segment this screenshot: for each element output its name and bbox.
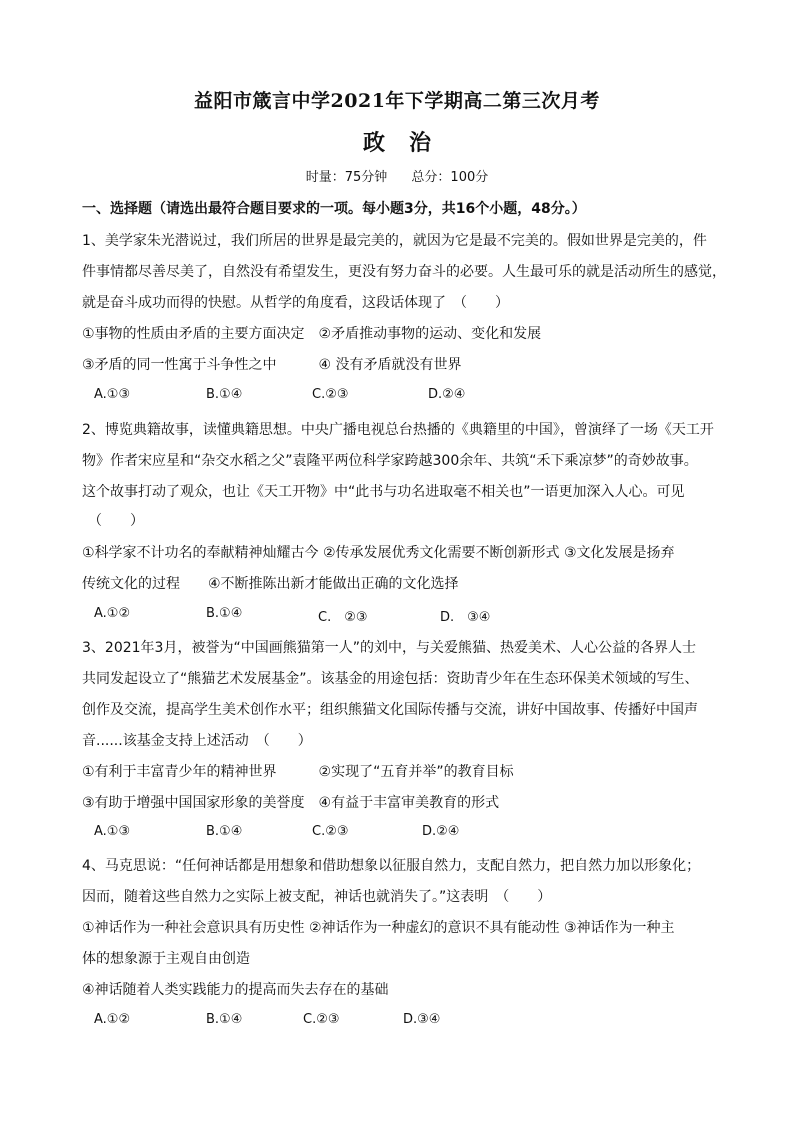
exam-title: 益阳市箴言中学2021年下学期高二第三次月考: [194, 90, 600, 112]
time-limit: 时量：75分钟: [305, 170, 388, 185]
question-2-line-4: （ ）: [88, 513, 144, 529]
question-2-line-2: 物》作者宋应星和“杂交水稻之父”袁隆平两位科学家跨越300余年、共筑“禾下乘凉梦”的奇妙故事。: [82, 453, 698, 469]
section-heading: 一、选择题（请选出最符合题目要求的一项。每小题3分，共16个小题，48分。）: [82, 201, 586, 217]
question-2-option-d: D. ③④: [440, 610, 491, 625]
question-2-line-1: 2、博览典籍故事，读懂典籍思想。中央广播电视总台热播的《典籍里的中国》，曾演绎了一场《天工开: [82, 422, 714, 438]
question-2-statement-1: ①科学家不计功名的奉献精神灿耀古今 ②传承发展优秀文化需要不断创新形式 ③文化发展是扬弃: [82, 545, 675, 561]
question-2-option-a: A.①②: [94, 606, 131, 621]
subject-title: 政治: [362, 130, 455, 156]
question-1-line-3: 就是奋斗成功而得的快慰。从哲学的角度看，这段话体现了 （ ）: [82, 295, 509, 311]
question-3-line-2: 共同发起设立了“熊猫艺术发展基金”。该基金的用途包括：资助青少年在生态环保美术领域的写生、: [82, 671, 699, 687]
question-1-option-a: A.①③: [94, 387, 131, 402]
question-3-line-3: 创作及交流，提高学生美术创作水平；组织熊猫文化国际传播与交流，讲好中国故事、传播好中国声: [82, 702, 698, 718]
question-3-option-d: D.②④: [422, 824, 460, 839]
question-2-option-b: B.①④: [206, 606, 243, 621]
question-4-option-c: C.②③: [303, 1012, 340, 1027]
exam-meta: [0, 166, 794, 185]
question-4-option-b: B.①④: [206, 1012, 243, 1027]
question-1-statement-1: ①事物的性质由矛盾的主要方面决定 ②矛盾推动事物的运动、变化和发展: [82, 326, 542, 342]
question-3-option-b: B.①④: [206, 824, 243, 839]
question-2-line-3: 这个故事打动了观众，也让《天工开物》中“此书与功名进取毫不相关也”一语更加深入人心。可见: [82, 484, 685, 500]
question-3-line-1: 3、2021年3月，被誉为“中国画熊猫第一人”的刘中，与关爱熊猫、热爱美术、人心公益的各界人士: [82, 640, 696, 656]
question-1-line-2: 件事情都尽善尽美了，自然没有希望发生，更没有努力奋斗的必要。人生最可乐的就是活动所生的感觉，: [82, 264, 726, 280]
question-2-option-c: C. ②③: [318, 610, 368, 625]
question-2-statement-2: 传统文化的过程 ④不断推陈出新才能做出正确的文化选择: [82, 576, 459, 592]
question-4-statement-2: 体的想象源于主观自由创造: [82, 951, 250, 967]
question-3-statement-1: ①有利于丰富青少年的精神世界 ②实现了“五育并举”的教育目标: [82, 764, 514, 780]
question-1-line-1: 1、美学家朱光潜说过，我们所居的世界是最完美的，就因为它是最不完美的。假如世界是完美的，件: [82, 233, 707, 249]
question-1-option-b: B.①④: [206, 387, 243, 402]
question-4-option-a: A.①②: [94, 1012, 131, 1027]
question-1-statement-2: ③矛盾的同一性寓于斗争性之中 ④ 没有矛盾就没有世界: [82, 357, 462, 373]
question-4-line-2: 因而，随着这些自然力之实际上被支配，神话也就消失了。”这表明 （ ）: [82, 889, 552, 905]
question-3-statement-2: ③有助于增强中国国家形象的美誉度 ④有益于丰富审美教育的形式: [82, 795, 500, 811]
question-3-option-a: A.①③: [94, 824, 131, 839]
question-4-statement-3: ④神话随着人类实践能力的提高而失去存在的基础: [82, 982, 389, 998]
total-score: 总分：100分: [411, 170, 489, 185]
question-3-line-4: 音......该基金支持上述活动 （ ）: [82, 733, 312, 749]
question-1-option-c: C.②③: [312, 387, 349, 402]
question-3-option-c: C.②③: [312, 824, 349, 839]
question-4-statement-1: ①神话作为一种社会意识具有历史性 ②神话作为一种虚幻的意识不具有能动性 ③神话作为一种主: [82, 920, 675, 936]
question-1-option-d: D.②④: [428, 387, 466, 402]
question-4-line-1: 4、马克思说：“任何神话都是用想象和借助想象以征服自然力，支配自然力，把自然力加以形象化；: [82, 858, 701, 874]
question-4-option-d: D.③④: [403, 1012, 441, 1027]
